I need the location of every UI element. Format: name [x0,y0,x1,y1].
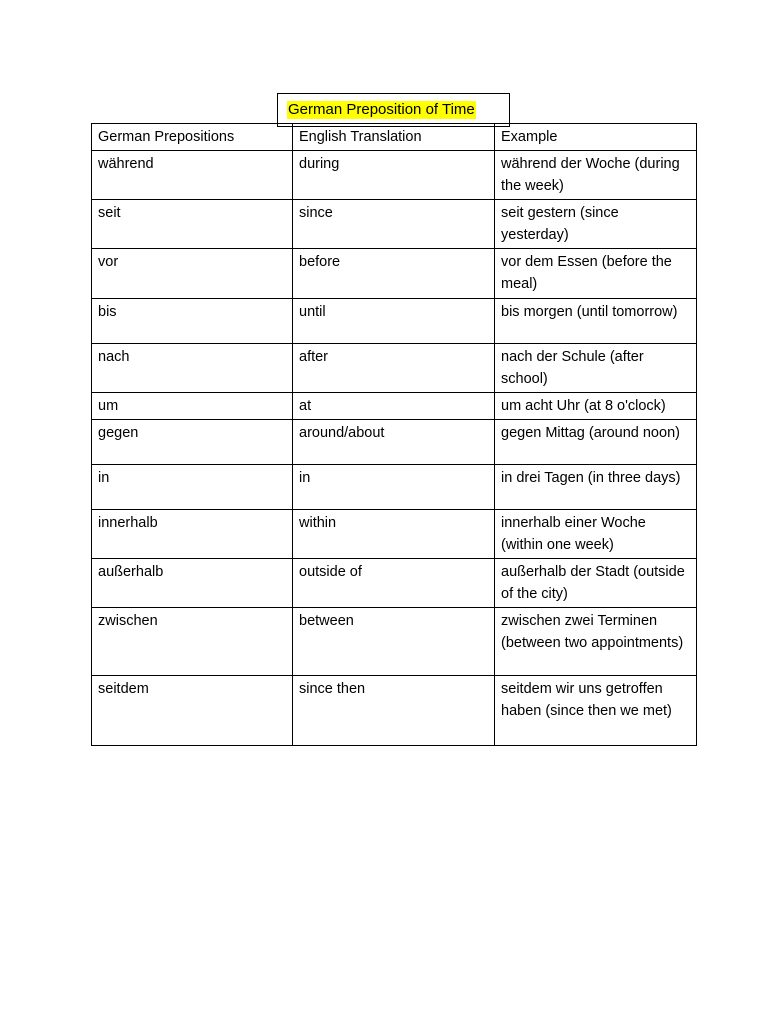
cell-english: since then [293,676,495,746]
cell-english: in [293,465,495,510]
page-title: German Preposition of Time [288,101,475,118]
cell-german: in [92,465,293,510]
header-german: German Prepositions [92,124,293,151]
cell-example: seit gestern (since yesterday) [495,200,697,249]
table-row [92,249,697,299]
cell-german: während [92,151,293,200]
table-row [92,344,697,393]
cell-example: nach der Schule (after school) [495,344,697,393]
cell-german: außerhalb [92,559,293,608]
cell-example: vor dem Essen (before the meal) [495,249,697,299]
cell-example: in drei Tagen (in three days) [495,465,697,510]
cell-english: between [293,608,495,676]
cell-example: gegen Mittag (around noon) [495,420,697,465]
cell-example: um acht Uhr (at 8 o'clock) [495,393,697,420]
cell-german: innerhalb [92,510,293,559]
cell-example: innerhalb einer Woche (within one week) [495,510,697,559]
table-row [92,608,697,676]
table-row [92,299,697,344]
cell-english: within [293,510,495,559]
table-row [92,151,697,200]
header-example: Example [495,124,697,151]
cell-german: um [92,393,293,420]
cell-german: gegen [92,420,293,465]
cell-example: zwischen zwei Terminen (between two appointments) [495,608,697,676]
cell-example: während der Woche (during the week) [495,151,697,200]
table-row [92,200,697,249]
table-row [92,559,697,608]
table-row [92,393,697,420]
table-row [92,465,697,510]
prepositions-table [91,123,697,746]
cell-english: during [293,151,495,200]
table-header-row [92,124,697,151]
cell-german: nach [92,344,293,393]
cell-german: zwischen [92,608,293,676]
cell-german: bis [92,299,293,344]
cell-english: at [293,393,495,420]
cell-english: since [293,200,495,249]
cell-german: seitdem [92,676,293,746]
title-box [277,93,510,127]
cell-example: außerhalb der Stadt (outside of the city) [495,559,697,608]
table-row [92,420,697,465]
header-english: English Translation [293,124,495,151]
cell-english: until [293,299,495,344]
cell-german: vor [92,249,293,299]
cell-example: bis morgen (until tomorrow) [495,299,697,344]
cell-english: before [293,249,495,299]
table-row [92,676,697,746]
cell-english: around/about [293,420,495,465]
cell-english: outside of [293,559,495,608]
cell-german: seit [92,200,293,249]
cell-english: after [293,344,495,393]
cell-example: seitdem wir uns getroffen haben (since then we met) [495,676,697,746]
table-row [92,510,697,559]
